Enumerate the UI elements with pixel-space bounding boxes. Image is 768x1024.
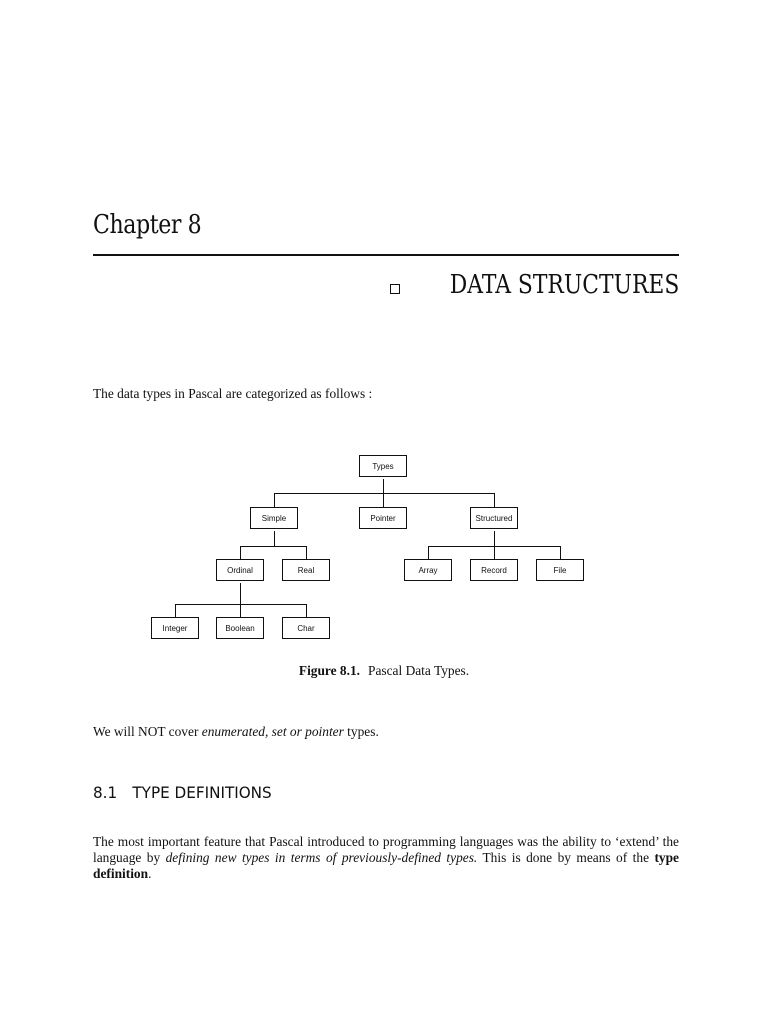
figure-caption-text: Pascal Data Types. [368,663,470,678]
not-cover-paragraph [93,724,679,740]
body-paragraph [93,834,679,882]
section-number: 8.1 [93,783,118,802]
node-integer: Integer [151,617,199,639]
node-record: Record [470,559,518,581]
connector [274,493,275,507]
body-strong: type definition [93,850,679,881]
intro-paragraph: The data types in Pascal are categorized as follows : [93,386,373,401]
node-file: File [536,559,584,581]
connector [240,546,241,559]
node-real: Real [282,559,330,581]
node-pointer: Pointer [359,507,407,529]
connector [428,546,429,559]
connector [383,493,384,507]
section-title: TYPE DEFINITIONS [132,783,272,802]
figure-caption [0,663,768,679]
body-text-2: This is done by means of the [477,850,655,865]
body-text-3: . [148,866,152,881]
figure-number: Figure 8.1. [298,663,361,678]
chapter-rule [93,254,679,256]
chapter-title [390,270,679,300]
node-simple: Simple [250,507,298,529]
section-heading [93,783,272,802]
connector [274,493,494,494]
connector [274,531,275,546]
chapter-label: Chapter 8 [93,210,202,240]
connector [560,546,561,559]
connector [306,604,307,617]
connector [306,546,307,559]
square-icon [390,284,400,294]
node-types: Types [359,455,407,477]
node-char: Char [282,617,330,639]
not-cover-tail: types. [343,724,379,739]
connector [494,546,495,559]
node-array: Array [404,559,452,581]
connector [240,546,306,547]
connector [494,493,495,507]
not-cover-text: We will NOT cover [93,724,202,739]
connector [240,604,241,617]
connector [175,604,176,617]
body-text: The most important feature that Pascal introduced to programming languages was the ability to ‘extend’ the language by [93,834,679,865]
chapter-title-text: DATA STRUCTURES [449,270,679,300]
connector [175,604,307,605]
not-cover-emphasis: enumerated, set or pointer [201,724,344,739]
node-ordinal: Ordinal [216,559,264,581]
connector [240,583,241,604]
node-boolean: Boolean [216,617,264,639]
body-emphasis: defining new types in terms of previously-defined types. [165,850,478,865]
node-structured: Structured [470,507,518,529]
connector [383,479,384,493]
connector [494,531,495,546]
